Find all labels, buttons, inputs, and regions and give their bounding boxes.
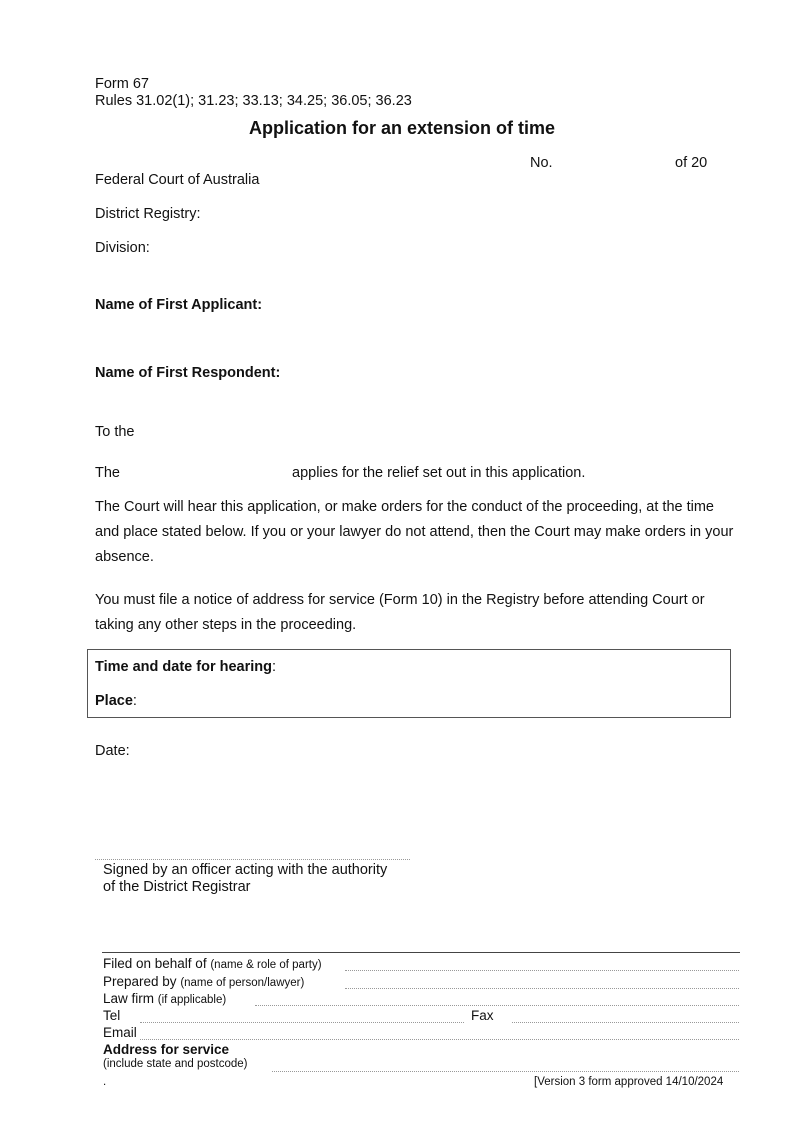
filed-on-behalf-field (103, 956, 322, 971)
tel-line (140, 1022, 464, 1023)
district-registry-label: District Registry: (95, 206, 201, 222)
law-firm-label: Law firm (103, 991, 155, 1006)
version-note: [Version 3 form approved 14/10/2024 (534, 1076, 724, 1088)
hearing-place-field (95, 693, 137, 709)
form-title: Application for an extension of time (249, 118, 556, 138)
address-service-line (272, 1071, 739, 1072)
hearing-time-label: Time and date for hearing (95, 659, 272, 675)
address-service-note: (include state and postcode) (103, 1058, 248, 1070)
address-service-paragraph: You must file a notice of address for service (Form 10) in the Registry before attending Court or taking any other steps in the proceeding. (95, 592, 705, 633)
fax-label: Fax (471, 1008, 494, 1023)
prepared-by-note: (name of person/lawyer) (180, 977, 305, 989)
case-number-label: No. (530, 155, 553, 171)
applicant-prefix: The (95, 465, 120, 481)
signature-line (95, 859, 410, 860)
address-service-label: Address for service (103, 1042, 230, 1057)
signature-caption-line2: of the District Registrar (103, 879, 251, 895)
filed-on-behalf-line (345, 970, 739, 971)
hearing-notice-paragraph: The Court will hear this application, or make orders for the conduct of the proceeding, at the time and place stated below. If you or your lawyer do not attend, then the Court may make orders in your absence. (95, 499, 734, 565)
prepared-by-line (345, 988, 739, 989)
law-firm-line (255, 1005, 739, 1006)
applies-text: applies for the relief set out in this application. (292, 465, 586, 481)
hearing-time-colon: : (272, 659, 277, 675)
form-rules: Rules 31.02(1); 31.23; 33.13; 34.25; 36.05; 36.23 (95, 93, 412, 109)
division-label: Division: (95, 240, 150, 256)
email-label: Email (103, 1025, 137, 1040)
prepared-by-label: Prepared by (103, 974, 177, 989)
fax-line (512, 1022, 739, 1023)
date-label: Date: (95, 743, 130, 759)
law-firm-field (103, 991, 226, 1006)
court-name: Federal Court of Australia (95, 172, 260, 188)
first-respondent-label: Name of First Respondent: (95, 365, 281, 381)
form-number: Form 67 (95, 76, 149, 92)
hearing-time-field (95, 659, 276, 675)
footer-divider (102, 952, 740, 953)
email-line (140, 1039, 739, 1040)
prepared-by-field (103, 974, 304, 989)
filed-on-behalf-label: Filed on behalf of (103, 956, 207, 971)
law-firm-note: (if applicable) (157, 994, 227, 1006)
tel-label: Tel (103, 1008, 121, 1023)
filed-on-behalf-note: (name & role of party) (210, 959, 322, 971)
case-year-label: of 20 (675, 155, 708, 171)
addressee-line: To the (95, 424, 135, 440)
signature-caption-line1: Signed by an officer acting with the authority (103, 862, 388, 878)
footer-dot: . (103, 1076, 107, 1088)
hearing-place-label: Place (95, 693, 133, 709)
hearing-place-colon: : (132, 693, 137, 709)
first-applicant-label: Name of First Applicant: (95, 297, 263, 313)
